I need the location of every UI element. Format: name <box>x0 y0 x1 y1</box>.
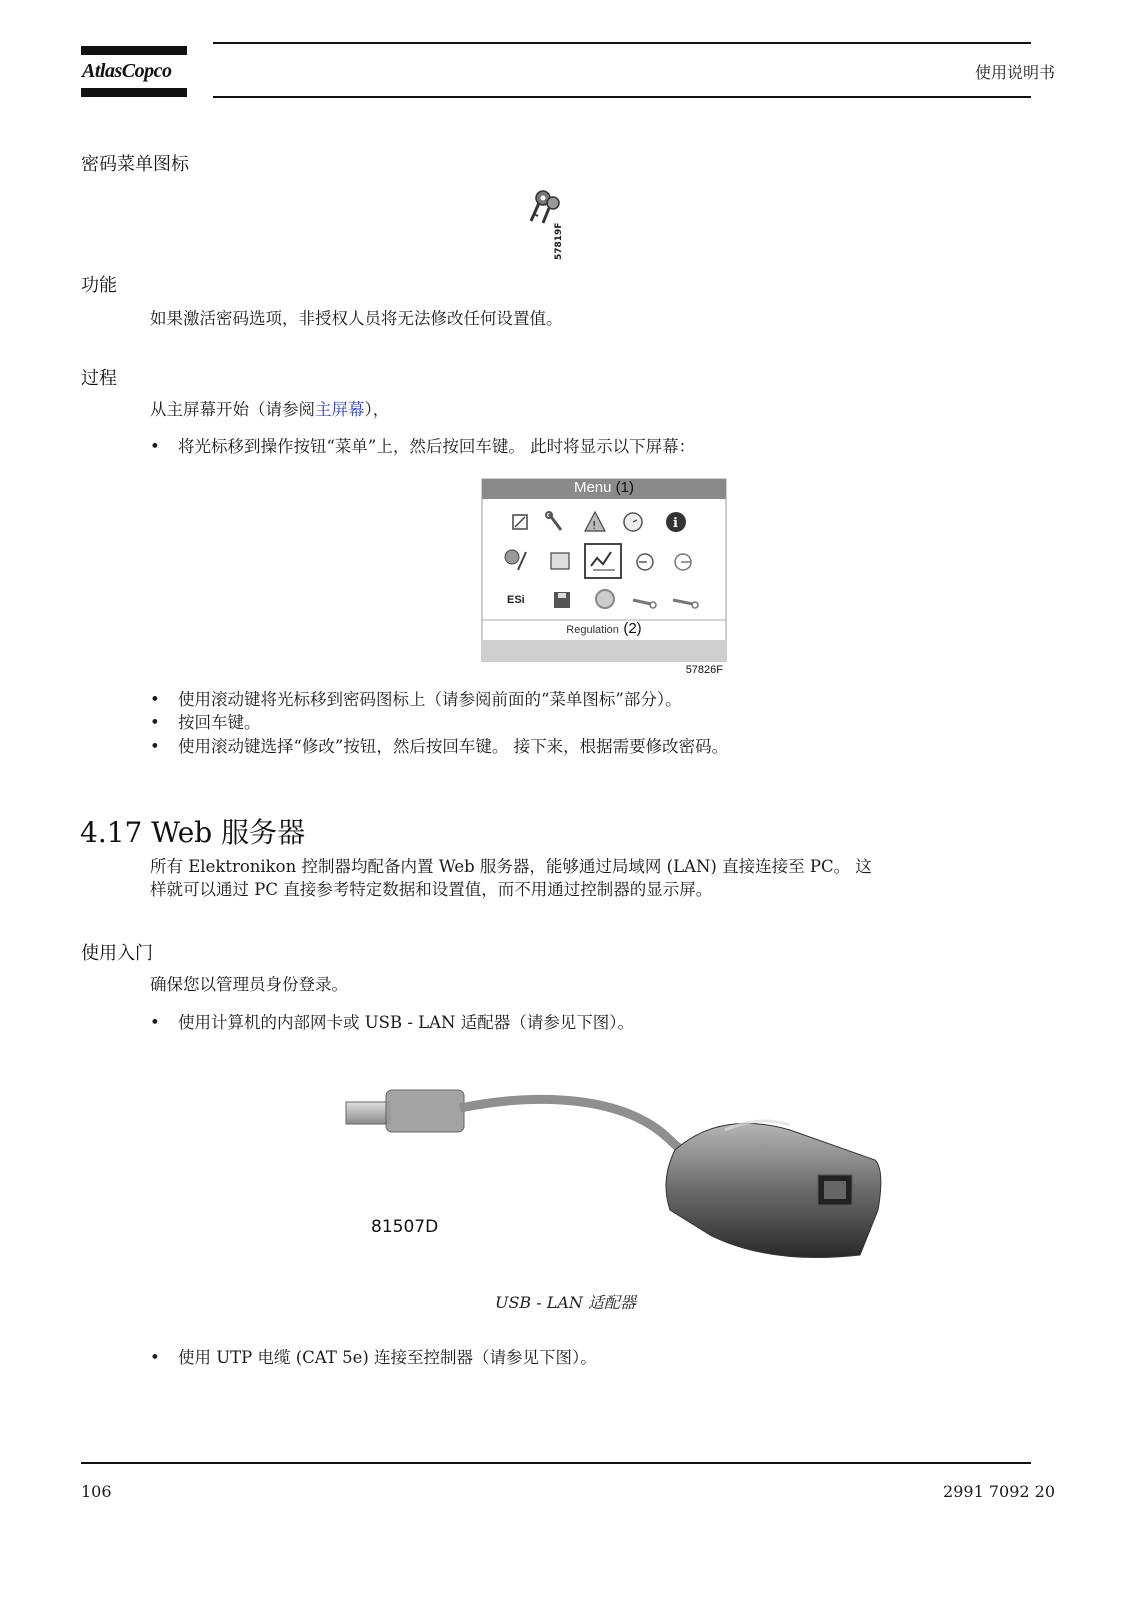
web-server-para-line-2: 样就可以通过 PC 直接参考特定数据和设置值，而不用通过控制器的显示屏。 <box>150 880 713 899</box>
logo-bar-top <box>81 46 187 55</box>
password-icon-heading: 密码菜单图标 <box>81 154 189 175</box>
procedure-bullet-4: • 使用滚动键选择“修改”按钮，然后按回车键。 接下来，根据需要修改密码。 <box>150 737 729 756</box>
usb-plug-metal <box>346 1102 390 1124</box>
document-number: 2991 7092 20 <box>943 1482 1055 1501</box>
getting-started-bullet-1: • 使用计算机的内部网卡或 USB - LAN 适配器（请参见下图）。 <box>150 1013 634 1032</box>
document-title: 使用说明书 <box>974 63 1055 82</box>
usb-lan-adapter-figure <box>330 1060 890 1265</box>
service-icon <box>505 550 519 564</box>
getting-started-heading: 使用入门 <box>81 943 153 964</box>
svg-text:!: ! <box>592 519 597 532</box>
getting-started-bullet-2: • 使用 UTP 电缆 (CAT 5e) 连接至控制器（请参见下图）。 <box>150 1348 597 1367</box>
procedure-heading: 过程 <box>81 368 117 389</box>
menu-figure-code: 57826F <box>685 664 723 676</box>
footer-rule <box>81 1462 1031 1464</box>
menu-screen-graphic <box>481 478 727 678</box>
esi-icon: ESi <box>507 594 525 606</box>
logo-bar-bottom <box>81 88 187 97</box>
header-rule-bottom <box>213 96 1031 98</box>
password-icon-code: 57819F <box>554 222 564 260</box>
getting-started-text: 确保您以管理员身份登录。 <box>150 975 348 994</box>
regulation-selected-icon <box>585 544 621 578</box>
usb-plug-body <box>386 1090 464 1132</box>
cable <box>460 1099 710 1154</box>
counter-icon <box>551 553 569 569</box>
web-server-para-line-1: 所有 Elektronikon 控制器均配备内置 Web 服务器，能够通过局域网 (LAN) 直接连接至 PC。 这 <box>150 857 872 876</box>
page-number: 106 <box>81 1482 112 1501</box>
function-heading: 功能 <box>81 275 117 296</box>
menu-footer-label: Regulation (2) <box>566 620 642 637</box>
procedure-intro-prefix: 从主屏幕开始（请参阅 <box>150 400 315 419</box>
procedure-bullet-3: • 按回车键。 <box>150 713 261 732</box>
procedure-intro <box>150 400 389 420</box>
menu-title-bar: Menu (1) <box>573 479 635 496</box>
main-screen-link[interactable]: 主屏幕 <box>315 400 365 419</box>
procedure-intro-suffix: ）， <box>364 400 390 419</box>
atlas-copco-logo: AtlasCopco <box>82 60 172 82</box>
header-rule-top <box>213 42 1031 44</box>
procedure-bullet-2: • 使用滚动键将光标移到密码图标上（请参阅前面的“菜单图标”部分）。 <box>150 690 682 709</box>
svg-text:i: i <box>673 516 678 531</box>
menu-screen-figure <box>481 478 727 678</box>
settings-icon <box>596 590 614 608</box>
function-text: 如果激活密码选项，非授权人员将无法修改任何设置值。 <box>150 309 563 328</box>
web-server-heading: 4.17 Web 服务器 <box>80 816 306 849</box>
procedure-bullet-1: • 将光标移到操作按钮“菜单”上，然后按回车键。 此时将显示以下屏幕： <box>150 437 696 456</box>
adapter-figure-code: 81507D <box>371 1217 439 1237</box>
adapter-caption: USB - LAN 适配器 <box>494 1293 637 1312</box>
